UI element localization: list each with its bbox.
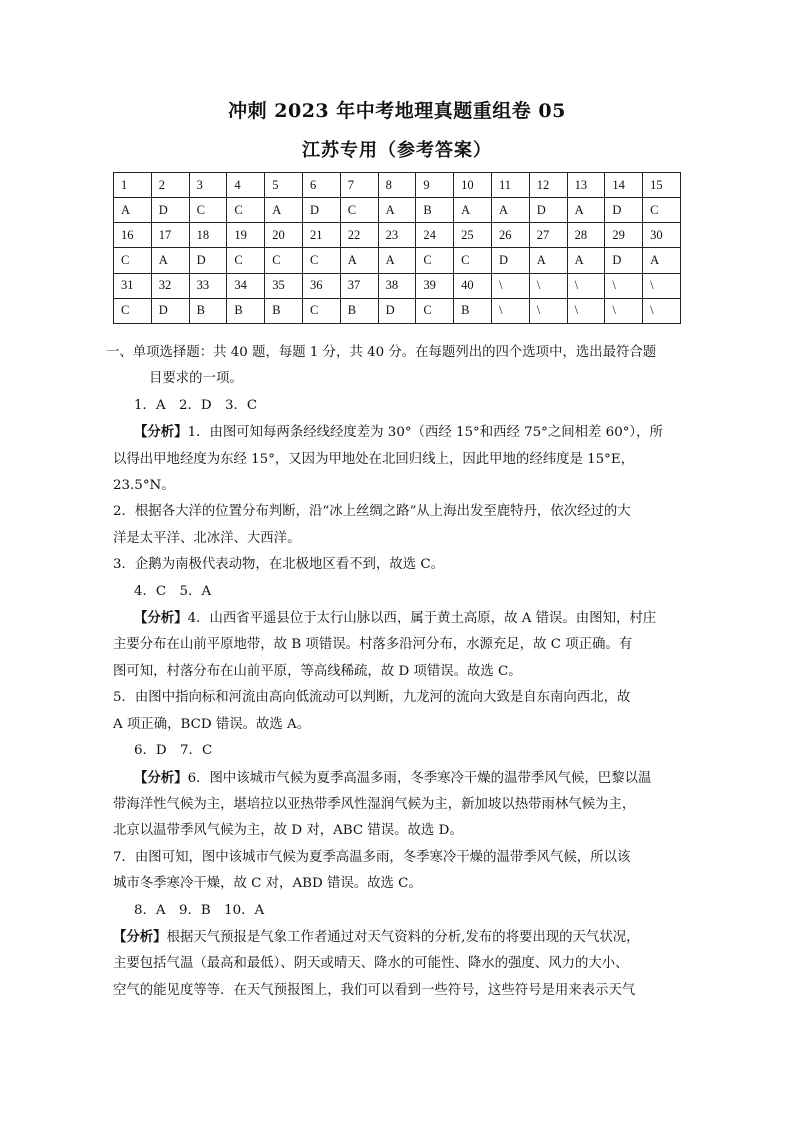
table-cell: B: [227, 298, 265, 323]
table-cell: 9: [416, 173, 454, 198]
table-cell: D: [151, 298, 189, 323]
table-cell: A: [567, 198, 605, 223]
table-cell: D: [189, 248, 227, 273]
table-cell: B: [454, 298, 492, 323]
table-cell: C: [454, 248, 492, 273]
table-cell: A: [378, 198, 416, 223]
table-cell: 11: [491, 173, 529, 198]
table-cell: A: [114, 198, 152, 223]
table-cell: D: [151, 198, 189, 223]
table-cell: 13: [567, 173, 605, 198]
table-cell: 8: [378, 173, 416, 198]
table-cell: D: [605, 198, 643, 223]
analysis-line: 城市冬季寒冷干燥，故 C 对，ABD 错误。故选 C。: [113, 876, 422, 892]
table-cell: 17: [151, 223, 189, 248]
table-cell: 40: [454, 273, 492, 298]
table-cell: 38: [378, 273, 416, 298]
analysis-line: 2．根据各大洋的位置分布判断，沿“冰上丝绸之路”从上海出发至鹿特丹，依次经过的大: [113, 504, 631, 520]
table-cell: C: [114, 248, 152, 273]
analysis-line: 23.5°N。: [113, 478, 175, 494]
table-cell: B: [265, 298, 303, 323]
answer-group-4-5: 4．C 5．A: [134, 583, 212, 599]
analysis-line: 3．企鹅为南极代表动物，在北极地区看不到，故选 C。: [113, 557, 445, 573]
table-cell: \: [491, 298, 529, 323]
table-cell: 22: [340, 223, 378, 248]
table-cell: 30: [643, 223, 681, 248]
page-title: 冲刺 2023 年中考地理真题重组卷 05: [228, 100, 566, 122]
analysis-line: 5．由图中指向标和河流由高向低流动可以判断，九龙河的流向大致是自东南向西北，故: [113, 690, 631, 706]
table-cell: C: [416, 298, 454, 323]
table-cell: 4: [227, 173, 265, 198]
table-cell: 36: [302, 273, 340, 298]
table-cell: 34: [227, 273, 265, 298]
table-cell: A: [265, 198, 303, 223]
table-cell: C: [227, 248, 265, 273]
table-cell: \: [643, 273, 681, 298]
table-cell: 19: [227, 223, 265, 248]
table-cell: \: [605, 298, 643, 323]
table-cell: D: [529, 198, 567, 223]
table-cell: 15: [643, 173, 681, 198]
table-row: [114, 223, 681, 248]
table-cell: C: [302, 248, 340, 273]
section-heading-cont: 目要求的一项。: [149, 371, 243, 387]
table-cell: A: [491, 198, 529, 223]
table-cell: A: [151, 248, 189, 273]
table-cell: 35: [265, 273, 303, 298]
answer-group-8-10: 8．A 9．B 10．A: [134, 902, 265, 918]
analysis-line: 图可知，村落分布在山前平原，等高线稀疏，故 D 项错误。故选 C。: [113, 663, 522, 679]
analysis-paragraph: 【分析】6．图中该城市气候为夏季高温多雨，冬季寒冷干燥的温带季风气候，巴黎以温: [134, 769, 652, 786]
analysis-tag: 【分析】: [113, 928, 167, 945]
table-row: [114, 248, 681, 273]
table-cell: B: [416, 198, 454, 223]
analysis-line: 7．由图可知，图中该城市气候为夏季高温多雨，冬季寒冷干燥的温带季风气候，所以该: [113, 849, 631, 865]
analysis-line: A 项正确，BCD 错误。故选 A。: [113, 716, 311, 732]
table-cell: 32: [151, 273, 189, 298]
table-cell: 25: [454, 223, 492, 248]
table-row: [114, 298, 681, 323]
table-cell: A: [567, 248, 605, 273]
table-cell: C: [643, 198, 681, 223]
table-cell: 5: [265, 173, 303, 198]
table-cell: 6: [302, 173, 340, 198]
analysis-line: 主要包括气温（最高和最低）、阴天或晴天、降水的可能性、降水的强度、风力的大小、: [113, 956, 629, 972]
analysis-line: 以得出甲地经度为东经 15°，又因为甲地处在北回归线上，因此甲地的经纬度是 15°E，: [113, 451, 635, 467]
table-cell: 1: [114, 173, 152, 198]
table-cell: 14: [605, 173, 643, 198]
table-cell: 23: [378, 223, 416, 248]
analysis-tag: 【分析】: [134, 424, 188, 441]
table-cell: A: [378, 248, 416, 273]
table-cell: A: [340, 248, 378, 273]
table-cell: 33: [189, 273, 227, 298]
table-cell: D: [605, 248, 643, 273]
table-cell: \: [605, 273, 643, 298]
table-cell: C: [189, 198, 227, 223]
table-cell: 18: [189, 223, 227, 248]
table-cell: C: [265, 248, 303, 273]
analysis-paragraph: 【分析】1．由图可知每两条经线经度差为 30°（西经 15°和西经 75°之间相差 60°），所: [134, 424, 663, 441]
analysis-line: 主要分布在山前平原地带，故 B 项错误。村落多沿河分布，水源充足，故 C 项正确。有: [113, 637, 633, 653]
analysis-paragraph: 【分析】4．山西省平遥县位于太行山脉以西，属于黄土高原，故 A 错误。由图知，村庄: [134, 610, 657, 627]
answer-group-6-7: 6．D 7．C: [134, 743, 213, 759]
table-cell: B: [340, 298, 378, 323]
page-subtitle: 江苏专用（参考答案）: [302, 140, 492, 161]
table-cell: 29: [605, 223, 643, 248]
table-cell: C: [416, 248, 454, 273]
analysis-paragraph: 【分析】根据天气预报是气象工作者通过对天气资料的分析,发布的将要出现的天气状况，: [113, 928, 640, 945]
table-cell: D: [491, 248, 529, 273]
analysis-line: 北京以温带季风气候为主，故 D 对，ABC 错误。故选 D。: [113, 823, 463, 839]
table-cell: \: [529, 298, 567, 323]
table-cell: \: [567, 298, 605, 323]
table-row: [114, 198, 681, 223]
answer-group-1-3: 1．A 2．D 3．C: [134, 397, 258, 413]
table-cell: C: [302, 298, 340, 323]
table-cell: D: [378, 298, 416, 323]
analysis-tag: 【分析】: [134, 610, 188, 627]
analysis-line: 洋是太平洋、北冰洋、大西洋。: [113, 530, 301, 546]
table-cell: A: [643, 248, 681, 273]
table-cell: \: [643, 298, 681, 323]
table-cell: 24: [416, 223, 454, 248]
table-cell: 16: [114, 223, 152, 248]
table-cell: 2: [151, 173, 189, 198]
table-cell: \: [529, 273, 567, 298]
table-cell: 20: [265, 223, 303, 248]
answer-explanations: [106, 340, 683, 1004]
table-cell: 39: [416, 273, 454, 298]
table-cell: B: [189, 298, 227, 323]
table-cell: 27: [529, 223, 567, 248]
answer-table: [113, 172, 681, 324]
section-heading: 一、单项选择题：共 40 题，每题 1 分，共 40 分。在每题列出的四个选项中，选出最符合题: [106, 345, 657, 360]
table-cell: A: [454, 198, 492, 223]
analysis-line: 带海洋性气候为主，堪培拉以亚热带季风性湿润气候为主，新加坡以热带雨林气候为主，: [113, 796, 636, 812]
table-row: [114, 273, 681, 298]
table-cell: 7: [340, 173, 378, 198]
table-cell: \: [491, 273, 529, 298]
table-cell: D: [302, 198, 340, 223]
table-cell: 37: [340, 273, 378, 298]
table-cell: 26: [491, 223, 529, 248]
table-cell: 12: [529, 173, 567, 198]
table-cell: 21: [302, 223, 340, 248]
table-cell: \: [567, 273, 605, 298]
table-cell: C: [340, 198, 378, 223]
table-cell: A: [529, 248, 567, 273]
table-row: [114, 173, 681, 198]
table-cell: 31: [114, 273, 152, 298]
table-cell: 3: [189, 173, 227, 198]
table-cell: C: [114, 298, 152, 323]
table-cell: 28: [567, 223, 605, 248]
analysis-tag: 【分析】: [134, 769, 188, 786]
table-cell: 10: [454, 173, 492, 198]
table-cell: C: [227, 198, 265, 223]
analysis-line: 空气的能见度等等．在天气预报图上，我们可以看到一些符号，这些符号是用来表示天气: [113, 982, 636, 998]
